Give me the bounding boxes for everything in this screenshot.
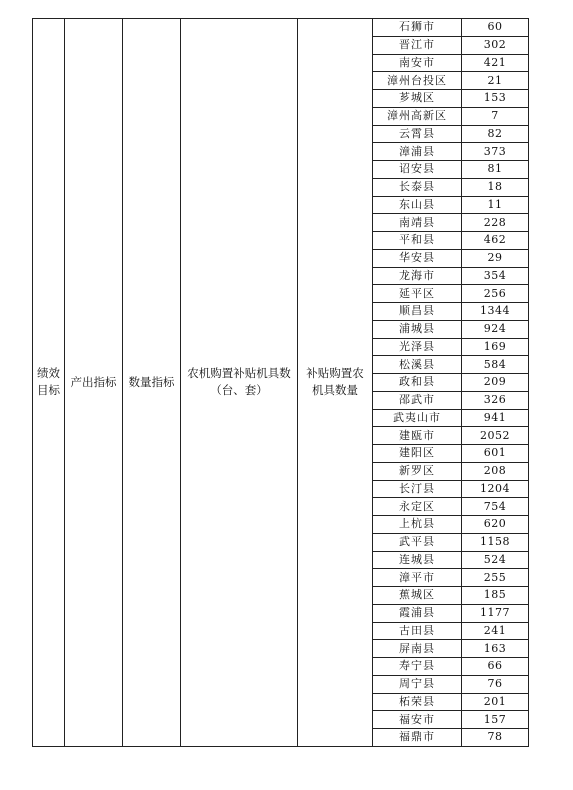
region-cell: 建瓯市 bbox=[373, 427, 462, 445]
region-cell: 光泽县 bbox=[373, 338, 462, 356]
value-cell: 601 bbox=[462, 445, 529, 463]
value-cell: 256 bbox=[462, 285, 529, 303]
region-cell: 延平区 bbox=[373, 285, 462, 303]
region-cell: 武夷山市 bbox=[373, 409, 462, 427]
region-cell: 邵武市 bbox=[373, 391, 462, 409]
value-cell: 302 bbox=[462, 36, 529, 54]
value-cell: 66 bbox=[462, 658, 529, 676]
value-cell: 29 bbox=[462, 249, 529, 267]
value-cell: 169 bbox=[462, 338, 529, 356]
value-cell: 157 bbox=[462, 711, 529, 729]
value-cell: 584 bbox=[462, 356, 529, 374]
value-cell: 354 bbox=[462, 267, 529, 285]
value-cell: 208 bbox=[462, 462, 529, 480]
value-cell: 76 bbox=[462, 675, 529, 693]
region-cell: 柘荣县 bbox=[373, 693, 462, 711]
value-cell: 2052 bbox=[462, 427, 529, 445]
subsidy-equipment-count-cell: 农机购置补贴机具数（台、套） bbox=[181, 19, 298, 747]
value-cell: 11 bbox=[462, 196, 529, 214]
region-cell: 晋江市 bbox=[373, 36, 462, 54]
value-cell: 163 bbox=[462, 640, 529, 658]
value-cell: 326 bbox=[462, 391, 529, 409]
region-cell: 顺昌县 bbox=[373, 303, 462, 321]
value-cell: 941 bbox=[462, 409, 529, 427]
value-cell: 18 bbox=[462, 178, 529, 196]
region-cell: 福安市 bbox=[373, 711, 462, 729]
region-cell: 东山县 bbox=[373, 196, 462, 214]
value-cell: 82 bbox=[462, 125, 529, 143]
subsidy-purchase-quantity-cell: 补贴购置农机具数量 bbox=[298, 19, 373, 747]
region-cell: 南安市 bbox=[373, 54, 462, 72]
region-cell: 漳平市 bbox=[373, 569, 462, 587]
value-cell: 524 bbox=[462, 551, 529, 569]
value-cell: 1158 bbox=[462, 533, 529, 551]
region-cell: 南靖县 bbox=[373, 214, 462, 232]
region-cell: 福鼎市 bbox=[373, 729, 462, 747]
performance-goal-cell: 绩效目标 bbox=[33, 19, 65, 747]
value-cell: 153 bbox=[462, 90, 529, 108]
region-cell: 长汀县 bbox=[373, 480, 462, 498]
region-cell: 云霄县 bbox=[373, 125, 462, 143]
value-cell: 421 bbox=[462, 54, 529, 72]
region-cell: 霞浦县 bbox=[373, 604, 462, 622]
value-cell: 620 bbox=[462, 516, 529, 534]
value-cell: 209 bbox=[462, 374, 529, 392]
region-cell: 松溪县 bbox=[373, 356, 462, 374]
region-cell: 华安县 bbox=[373, 249, 462, 267]
region-cell: 芗城区 bbox=[373, 90, 462, 108]
region-cell: 古田县 bbox=[373, 622, 462, 640]
region-cell: 石狮市 bbox=[373, 19, 462, 37]
region-cell: 长泰县 bbox=[373, 178, 462, 196]
output-indicator-cell: 产出指标 bbox=[65, 19, 123, 747]
region-cell: 蕉城区 bbox=[373, 587, 462, 605]
value-cell: 924 bbox=[462, 320, 529, 338]
region-cell: 漳浦县 bbox=[373, 143, 462, 161]
value-cell: 462 bbox=[462, 232, 529, 250]
region-cell: 政和县 bbox=[373, 374, 462, 392]
quantity-indicator-cell: 数量指标 bbox=[123, 19, 181, 747]
table-row bbox=[33, 19, 529, 37]
value-cell: 78 bbox=[462, 729, 529, 747]
value-cell: 1177 bbox=[462, 604, 529, 622]
value-cell: 81 bbox=[462, 161, 529, 179]
region-cell: 周宁县 bbox=[373, 675, 462, 693]
subsidy-table bbox=[32, 18, 529, 747]
value-cell: 228 bbox=[462, 214, 529, 232]
value-cell: 21 bbox=[462, 72, 529, 90]
value-cell: 373 bbox=[462, 143, 529, 161]
value-cell: 185 bbox=[462, 587, 529, 605]
value-cell: 241 bbox=[462, 622, 529, 640]
region-cell: 诏安县 bbox=[373, 161, 462, 179]
region-cell: 新罗区 bbox=[373, 462, 462, 480]
region-cell: 屏南县 bbox=[373, 640, 462, 658]
region-cell: 龙海市 bbox=[373, 267, 462, 285]
region-cell: 浦城县 bbox=[373, 320, 462, 338]
region-cell: 武平县 bbox=[373, 533, 462, 551]
value-cell: 201 bbox=[462, 693, 529, 711]
value-cell: 7 bbox=[462, 107, 529, 125]
table-body bbox=[33, 19, 529, 747]
region-cell: 寿宁县 bbox=[373, 658, 462, 676]
region-cell: 永定区 bbox=[373, 498, 462, 516]
region-cell: 漳州高新区 bbox=[373, 107, 462, 125]
region-cell: 建阳区 bbox=[373, 445, 462, 463]
region-cell: 连城县 bbox=[373, 551, 462, 569]
value-cell: 754 bbox=[462, 498, 529, 516]
region-cell: 上杭县 bbox=[373, 516, 462, 534]
value-cell: 60 bbox=[462, 19, 529, 37]
region-cell: 漳州台投区 bbox=[373, 72, 462, 90]
value-cell: 255 bbox=[462, 569, 529, 587]
region-cell: 平和县 bbox=[373, 232, 462, 250]
value-cell: 1204 bbox=[462, 480, 529, 498]
value-cell: 1344 bbox=[462, 303, 529, 321]
